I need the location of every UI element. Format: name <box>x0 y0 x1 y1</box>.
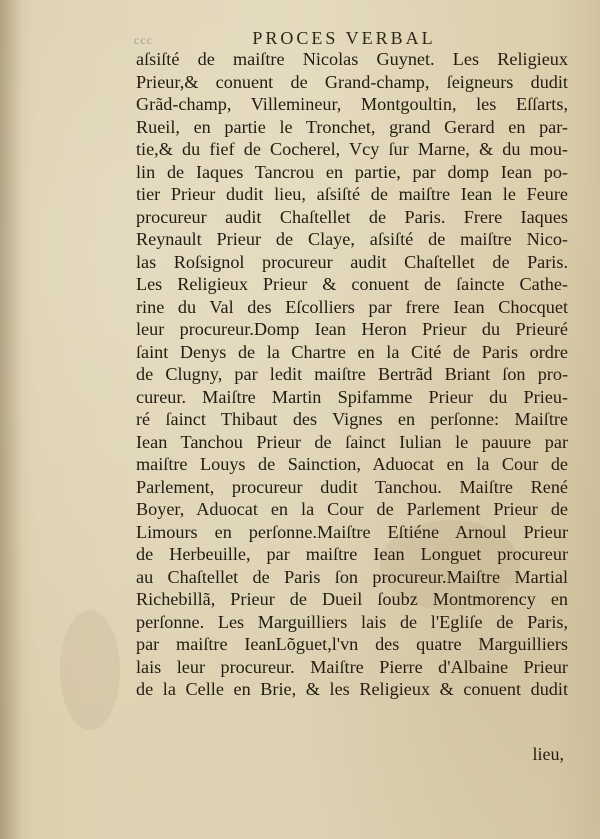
text-line: maiſtre Louys de Sainction, Aduocat en la Cour de <box>136 454 568 474</box>
text-line: Limours en perſonne.Maiſtre Eſtiéne Arnoul Prieur <box>136 521 568 542</box>
text-line: ſaint Denys de la Chartre en la Cité de Paris ordre <box>136 341 568 362</box>
folio-mark: ccc <box>134 33 153 47</box>
text-line: perſonne. Les Marguilliers lais de l'Egliſe de Paris, <box>136 611 568 632</box>
text-line: par maiſtre IeanLõguet,l'vn des quatre Marguilliers <box>136 634 568 654</box>
text-line: de Herbeuille, par maiſtre Iean Longuet procureur <box>136 544 568 564</box>
text-line: tier Prieur dudit lieu, aſsiſté de maiſtre Iean le Feure <box>136 184 568 204</box>
text-line: rine du Val des Eſcolliers par frere Iean Chocquet <box>136 296 568 317</box>
text-line: lin de Iaques Tancrou en partie, par domp Iean po- <box>136 161 568 182</box>
text-line: aſsiſté de maiſtre Nicolas Guynet. Les Religieux <box>136 49 568 69</box>
text-line: de Clugny, par ledit maiſtre Bertrãd Briant ſon pro- <box>136 364 568 384</box>
catchword: lieu, <box>532 744 564 764</box>
text-line: tie,& du fief de Cocherel, Vcy ſur Marne, & du mou- <box>136 139 568 159</box>
text-line: ré ſainct Thibaut des Vignes en perſonne: Maiſtre <box>136 409 568 429</box>
text-line: Iean Tanchou Prieur de ſainct Iulian le pauure par <box>136 431 568 452</box>
text-line: Grãd-champ, Villemineur, Montgoultin, les Eſſarts, <box>136 94 568 114</box>
running-head: PROCES VERBAL <box>252 28 436 48</box>
text-line: Richebillã, Prieur de Dueil ſoubz Montmorency en <box>136 589 568 609</box>
text-line: cureur. Maiſtre Martin Spifamme Prieur du Prieu- <box>136 386 568 407</box>
text-line: Parlement, procureur dudit Tanchou. Maiſtre René <box>136 476 568 497</box>
gutter-shadow <box>0 0 22 839</box>
text-line: Les Religieux Prieur & conuent de ſaincte Cathe- <box>136 274 568 294</box>
text-line: las Roſsignol procureur audit Chaſtellet de Paris. <box>136 251 568 272</box>
text-line: Boyer, Aduocat en la Cour de Parlement Prieur de <box>136 499 568 519</box>
text-line: lais leur procureur. Maiſtre Pierre d'Albaine Prieur <box>136 656 568 677</box>
text-line: leur procureur.Domp Iean Heron Prieur du Prieuré <box>136 319 568 339</box>
text-line: Prieur,& conuent de Grand-champ, ſeigneurs dudit <box>136 71 568 92</box>
body-text <box>136 48 568 701</box>
paper-stain <box>60 610 120 730</box>
text-line: procureur audit Chaſtellet de Paris. Frere Iaques <box>136 206 568 227</box>
text-line: de la Celle en Brie, & les Religieux & conuent dudit <box>136 679 568 699</box>
text-line: Reynault Prieur de Claye, aſsiſté de maiſtre Nico- <box>136 229 568 249</box>
text-line: Rueil, en partie le Tronchet, grand Gerard en par- <box>136 116 568 137</box>
text-line: au Chaſtellet de Paris ſon procureur.Maiſtre Martial <box>136 566 568 587</box>
